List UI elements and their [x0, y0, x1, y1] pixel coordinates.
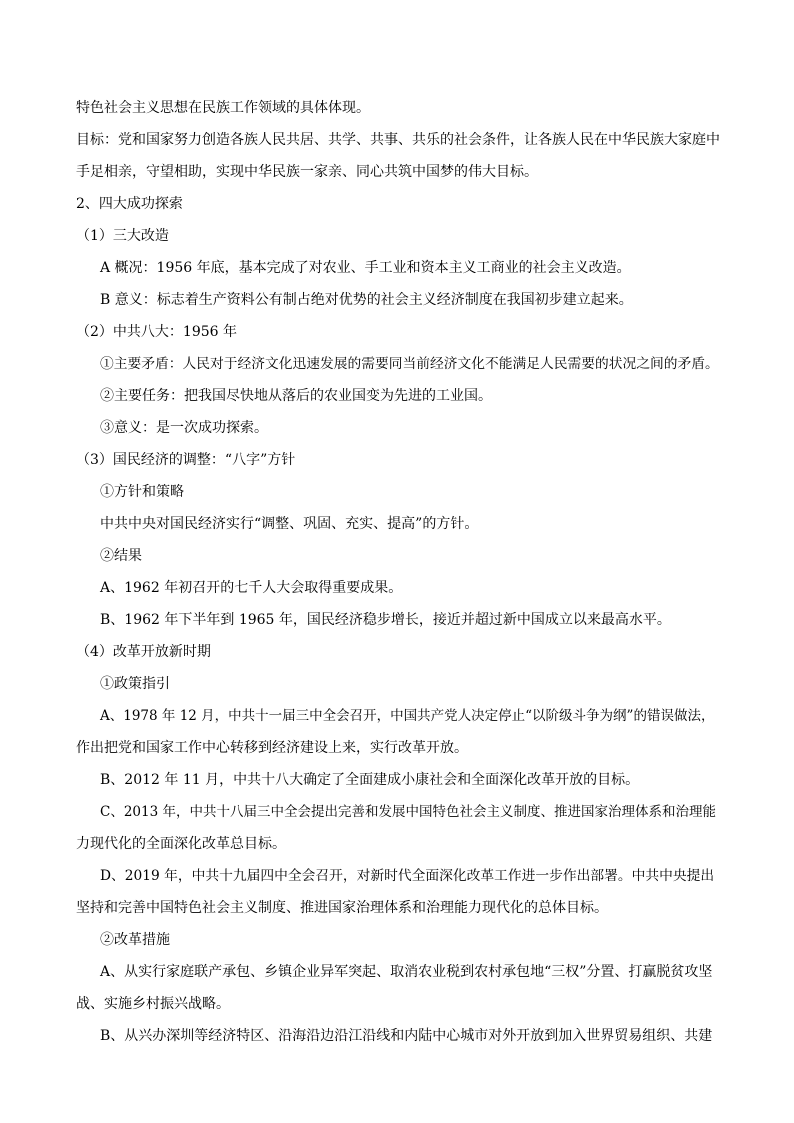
subsection-heading: （1）三大改造 [76, 228, 169, 244]
text-line: 作出把党和国家工作中心转移到经济建设上来，实行改革开放。 [76, 740, 468, 756]
subsection-heading: （3）国民经济的调整：“八字”方针 [76, 452, 296, 468]
text-line: A、1978 年 12 月，中共十一届三中全会召开，中国共产党人决定停止“以阶级斗争为纲”的错误做法， [100, 708, 715, 724]
text-line: B、1962 年下半年到 1965 年，国民经济稳步增长，接近并超过新中国成立以来最高水平。 [100, 612, 671, 628]
text-line: B、2012 年 11 月，中共十八大确定了全面建成小康社会和全面深化改革开放的目标。 [100, 772, 640, 788]
text-line: ①政策指引 [100, 676, 170, 692]
text-line: ①方针和策略 [100, 484, 184, 500]
section-heading: 2、四大成功探索 [76, 196, 183, 212]
subsection-heading: （4）改革开放新时期 [76, 644, 211, 660]
text-line: D、2019 年，中共十九届四中全会召开，对新时代全面深化改革工作进一步作出部署。中共中央提出 [100, 868, 715, 884]
text-line: A 概况：1956 年底，基本完成了对农业、手工业和资本主义工商业的社会主义改造。 [100, 260, 631, 276]
subsection-heading: （2）中共八大：1956 年 [76, 324, 237, 340]
text-line: 中共中央对国民经济实行“调整、巩固、充实、提高”的方针。 [100, 516, 479, 532]
text-line: A、从实行家庭联产承包、乡镇企业异军突起、取消农业税到农村承包地“三权”分置、打赢脱贫攻坚 [100, 964, 713, 980]
text-line: 战、实施乡村振兴战略。 [76, 996, 230, 1012]
text-line: ③意义：是一次成功探索。 [100, 420, 268, 436]
text-line: 坚持和完善中国特色社会主义制度、推进国家治理体系和治理能力现代化的总体目标。 [76, 900, 608, 916]
text-line: C、2013 年，中共十八届三中全会提出完善和发展中国特色社会主义制度、推进国家治理体系和治理能 [100, 804, 716, 820]
text-line: 目标：党和国家努力创造各族人民共居、共学、共事、共乐的社会条件，让各族人民在中华民族大家庭中 [76, 132, 720, 148]
text-line: 特色社会主义思想在民族工作领域的具体体现。 [76, 100, 370, 116]
text-line: ②改革措施 [100, 932, 170, 948]
text-line: ②主要任务：把我国尽快地从落后的农业国变为先进的工业国。 [100, 388, 492, 404]
text-line: B 意义：标志着生产资料公有制占绝对优势的社会主义经济制度在我国初步建立起来。 [100, 292, 633, 308]
text-line: ①主要矛盾：人民对于经济文化迅速发展的需要同当前经济文化不能满足人民需要的状况之间的矛盾。 [100, 356, 719, 372]
text-line: 力现代化的全面深化改革总目标。 [76, 836, 286, 852]
text-line: B、从兴办深圳等经济特区、沿海沿边沿江沿线和内陆中心城市对外开放到加入世界贸易组织、共建 [100, 1028, 713, 1044]
text-line: ②结果 [100, 548, 142, 564]
text-line: 手足相亲，守望相助，实现中华民族一家亲、同心共筑中国梦的伟大目标。 [76, 164, 538, 180]
text-line: A、1962 年初召开的七千人大会取得重要成果。 [100, 580, 403, 596]
